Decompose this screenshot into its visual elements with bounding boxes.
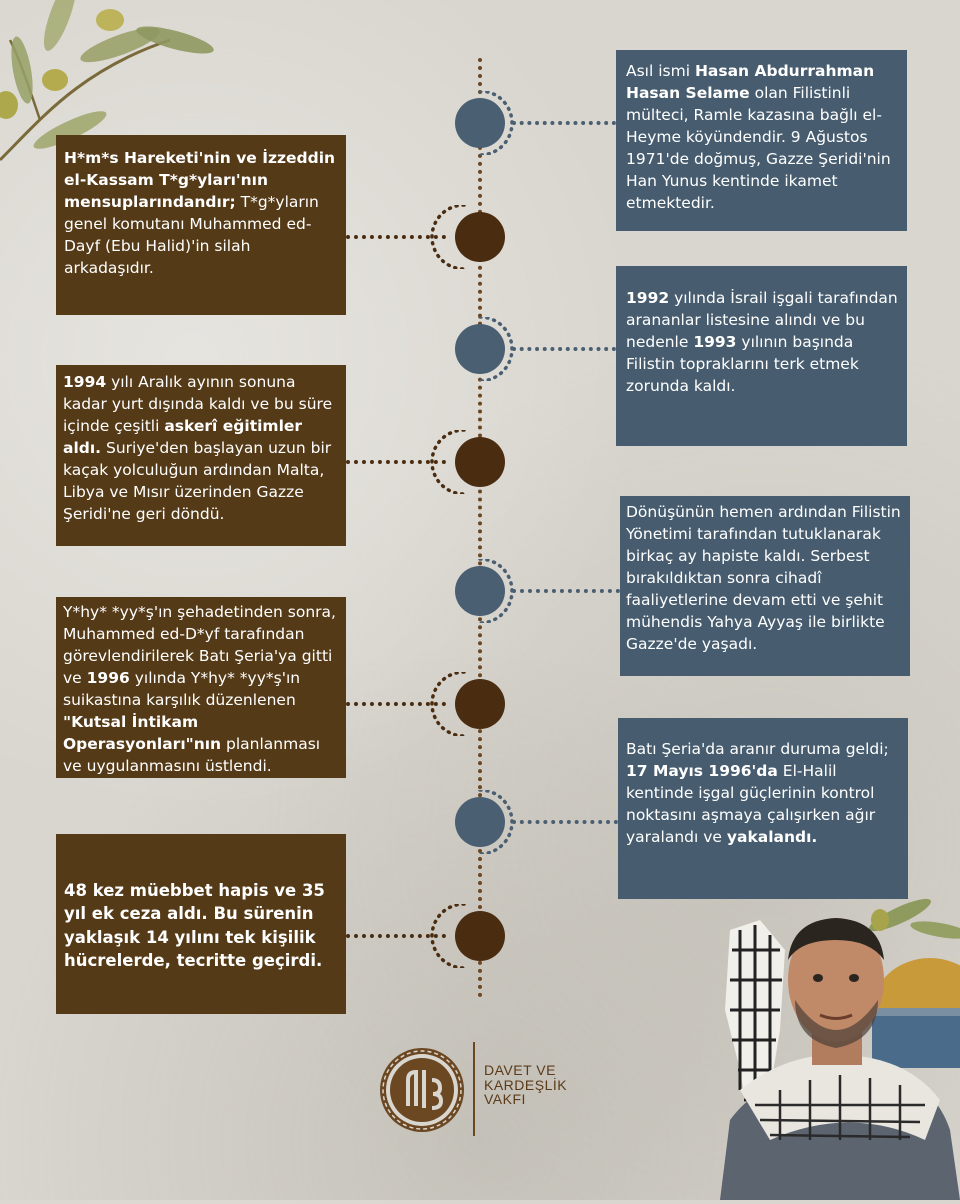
card-text-segment: 1996 (86, 669, 130, 687)
connector-7 (512, 820, 618, 824)
card-text-segment: 48 kez müebbet hapis ve 35 yıl ek ceza aldı. Bu sürenin yaklaşık 14 yılını tek kişilik hücrelerde, tecritte geçirdi. (64, 881, 325, 971)
timeline-card-left-3 (56, 597, 346, 778)
connector-4 (346, 460, 446, 464)
card-text-segment: Dönüşünün hemen ardından Filistin Yönetimi tarafından tutuklanarak birkaç ay hapiste kaldı. Serbest bırakıldıktan sonra cihadî faaliyetlerine devam etti ve şehit mühendis Yahya Ayyaş ile birlikte Gazze'de yaşadı. (626, 503, 901, 653)
card-text-segment: "Kutsal İntikam Operasyonları"nın (63, 713, 222, 753)
foundation-logo-icon (378, 1046, 466, 1134)
card-text-segment: 17 Mayıs 1996'da (626, 762, 778, 780)
connector-6 (346, 702, 446, 706)
timeline-card-right-1 (616, 50, 907, 231)
timeline-card-left-2 (56, 365, 346, 546)
brand-line-2: KARDEŞLİK (484, 1076, 568, 1093)
timeline-card-left-4 (56, 834, 346, 1014)
card-text-segment: 1994 (63, 373, 107, 391)
connector-8 (346, 934, 446, 938)
card-text-segment: 1992 (626, 289, 670, 307)
card-text-segment: 1993 (693, 333, 737, 351)
card-text-segment: planlanması ve uygulanmasını üstlendi. (63, 735, 321, 775)
card-text-segment: yakalandı. (726, 828, 818, 846)
connector-2 (346, 235, 446, 239)
brand-separator (473, 1042, 475, 1136)
timeline-card-right-2 (616, 266, 907, 446)
card-text-segment: yılında İsrail işgali tarafından arananlar listesine alındı ve bu nedenle (626, 289, 898, 351)
connector-3 (512, 347, 616, 351)
connector-5 (512, 589, 620, 593)
timeline-card-left-1 (56, 135, 346, 315)
card-text-segment: T*g*yların genel komutanı Muhammed ed-Dayf (Ebu Halid)'in silah arkadaşıdır. (64, 193, 319, 277)
brand-line-1: DAVET VE (484, 1062, 556, 1078)
card-text-segment: olan Filistinli mülteci, Ramle kazasına bağlı el-Heyme köyündendir. 9 Ağustos 1971'de doğmuş, Gazze Şeridi'nin Han Yunus kentinde ikamet etmektedir. (626, 84, 891, 212)
card-text-segment: yılının başında Filistin topraklarını terk etmek zorunda kaldı. (626, 333, 859, 395)
card-text-segment: Hasan Abdurrahman Hasan Selame (626, 62, 875, 102)
card-text-segment: Y*hy* *yy*ş'ın şehadetinden sonra, Muhammed ed-D*yf tarafından görevlendirilerek Batı Şeria'ya gitti ve (63, 603, 336, 687)
card-text-segment: yılı Aralık ayının sonuna kadar yurt dışında kaldı ve bu süre içinde çeşitli (63, 373, 333, 435)
connector-1 (512, 121, 616, 125)
brand-name (484, 1063, 567, 1107)
brand-line-3: VAKFI (484, 1091, 526, 1108)
card-text-segment: Suriye'den başlayan uzun bir kaçak yolculuğun ardından Malta, Libya ve Mısır üzerinden Gazze Şeridi'ne geri döndü. (63, 439, 332, 523)
card-text-segment: yılında Y*hy* *yy*ş'ın suikastına karşılık düzenlenen (63, 669, 301, 709)
timeline-line (478, 58, 482, 998)
card-text-segment: H*m*s Hareketi'nin ve İzzeddin el-Kassam T*g*yları'nın mensuplarındandır; (64, 149, 336, 211)
timeline-card-right-3 (620, 496, 910, 676)
timeline-card-right-4 (618, 718, 908, 899)
card-text-segment: El-Halil kentinde işgal güçlerinin kontrol noktasını aşmaya çalışırken ağır yaralandı ve (626, 762, 876, 846)
card-text-segment: askerî eğitimler aldı. (63, 417, 303, 457)
portrait-illustration (700, 890, 960, 1200)
card-text-segment: Asıl ismi (626, 62, 695, 80)
card-text-segment: Batı Şeria'da aranır duruma geldi; (626, 740, 889, 758)
